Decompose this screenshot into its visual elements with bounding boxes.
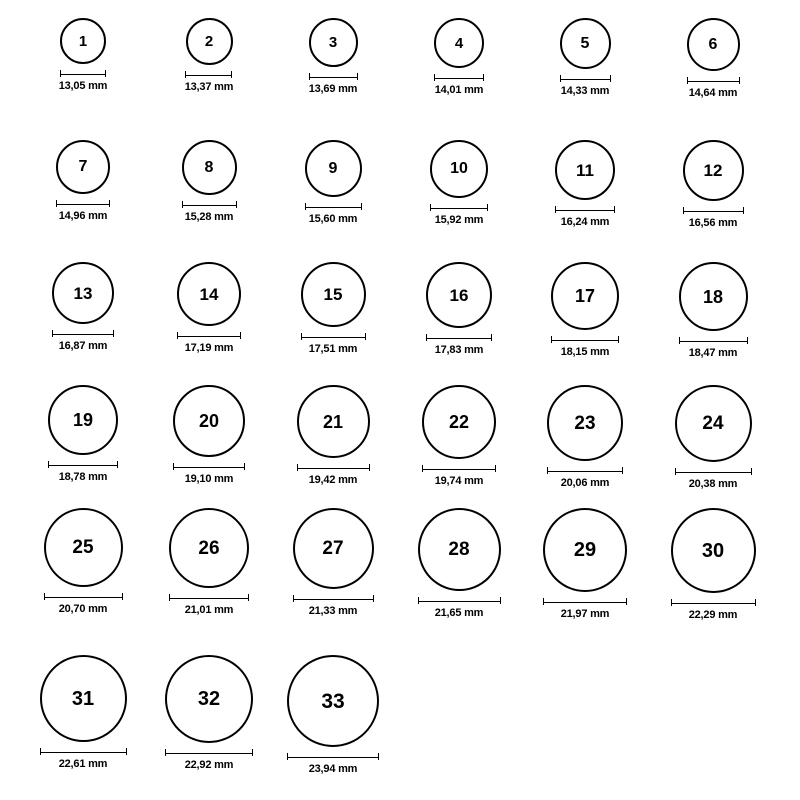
dimension-caliper-icon: [305, 203, 362, 210]
ring-diameter-label: 14,96 mm: [58, 210, 108, 222]
ring-dimension: [297, 464, 370, 486]
ring-dimension: [309, 73, 358, 95]
ring-circle: [418, 508, 501, 591]
ring-circle: [422, 385, 496, 459]
ring-size-item: [149, 385, 269, 485]
ring-dimension: [56, 200, 110, 222]
dimension-caliper-icon: [675, 468, 752, 475]
ring-dimension: [560, 75, 611, 97]
ring-circle: [547, 385, 623, 461]
ring-diameter-label: 19,10 mm: [184, 473, 234, 485]
ring-dimension: [59, 70, 108, 92]
ring-circle: [301, 262, 366, 327]
ring-size-item: [273, 140, 393, 225]
dimension-caliper-icon: [683, 207, 744, 214]
ring-circle: [434, 18, 484, 68]
dimension-caliper-icon: [185, 71, 232, 78]
ring-dimension: [44, 593, 123, 615]
dimension-caliper-icon: [547, 467, 623, 474]
ring-size-item: [273, 385, 393, 486]
dimension-caliper-icon: [287, 753, 379, 760]
ring-diameter-label: 14,33 mm: [560, 85, 610, 97]
ring-size-number: 6: [708, 35, 718, 53]
ring-size-item: [653, 18, 773, 99]
ring-size-number: 18: [702, 286, 724, 307]
dimension-caliper-icon: [48, 461, 118, 468]
ring-diameter-label: 18,78 mm: [58, 471, 108, 483]
ring-size-number: 2: [204, 33, 214, 50]
ring-size-item: [149, 18, 269, 93]
ring-size-number: 26: [198, 537, 220, 559]
ring-circle: [44, 508, 123, 587]
ring-size-number: 24: [702, 413, 724, 434]
ring-size-item: [399, 140, 519, 226]
ring-size-number: 10: [450, 160, 468, 177]
ring-circle: [173, 385, 245, 457]
dimension-caliper-icon: [297, 464, 370, 471]
ring-circle: [683, 140, 744, 201]
ring-size-number: 29: [573, 539, 597, 561]
ring-size-number: 20: [198, 411, 220, 431]
ring-dimension: [177, 332, 241, 354]
ring-diameter-label: 22,29 mm: [688, 609, 738, 621]
dimension-caliper-icon: [40, 748, 127, 755]
dimension-caliper-icon: [52, 330, 114, 337]
dimension-caliper-icon: [293, 595, 374, 602]
dimension-caliper-icon: [309, 73, 358, 80]
ring-size-number: 33: [321, 689, 345, 713]
ring-circle: [40, 655, 127, 742]
ring-size-item: [653, 262, 773, 359]
ring-dimension: [671, 599, 756, 621]
ring-diameter-label: 21,97 mm: [560, 608, 610, 620]
ring-size-item: [23, 18, 143, 92]
ring-size-item: [525, 18, 645, 97]
ring-dimension: [675, 468, 752, 490]
dimension-caliper-icon: [426, 334, 492, 341]
ring-size-number: 4: [454, 34, 464, 52]
ring-dimension: [434, 74, 484, 96]
ring-size-item: [653, 508, 773, 621]
dimension-caliper-icon: [434, 74, 484, 81]
ring-dimension: [52, 330, 114, 352]
ring-dimension: [48, 461, 118, 483]
ring-diameter-label: 15,60 mm: [308, 213, 358, 225]
ring-size-item: [273, 655, 393, 775]
ring-size-number: 23: [574, 412, 596, 434]
ring-circle: [169, 508, 249, 588]
dimension-caliper-icon: [165, 749, 253, 756]
ring-diameter-label: 14,01 mm: [434, 84, 484, 96]
ring-size-item: [273, 18, 393, 95]
ring-size-item: [525, 385, 645, 489]
ring-size-item: [149, 655, 269, 771]
ring-size-item: [23, 385, 143, 483]
ring-size-item: [399, 18, 519, 96]
ring-dimension: [687, 77, 740, 99]
dimension-caliper-icon: [430, 204, 488, 211]
ring-circle: [165, 655, 253, 743]
dimension-caliper-icon: [679, 337, 748, 344]
ring-diameter-label: 22,61 mm: [58, 758, 108, 770]
ring-dimension: [422, 465, 496, 487]
ring-diameter-label: 15,92 mm: [434, 214, 484, 226]
ring-diameter-label: 18,15 mm: [560, 346, 610, 358]
ring-size-item: [399, 508, 519, 619]
ring-size-item: [273, 508, 393, 617]
ring-dimension: [305, 203, 362, 225]
ring-dimension: [301, 333, 366, 355]
ring-size-item: [273, 262, 393, 355]
ring-dimension: [430, 204, 488, 226]
ring-circle: [182, 140, 237, 195]
ring-size-number: 8: [204, 158, 214, 176]
ring-size-number: 1: [78, 32, 88, 50]
ring-dimension: [182, 201, 237, 223]
ring-circle: [560, 18, 611, 69]
ring-dimension: [551, 336, 619, 358]
ring-diameter-label: 15,28 mm: [184, 211, 234, 223]
ring-size-number: 7: [78, 158, 88, 175]
dimension-caliper-icon: [182, 201, 237, 208]
ring-size-number: 15: [323, 285, 343, 304]
dimension-caliper-icon: [543, 598, 627, 605]
ring-dimension: [679, 337, 748, 359]
ring-dimension: [165, 749, 253, 771]
ring-diameter-label: 19,74 mm: [434, 475, 484, 487]
ring-size-item: [653, 140, 773, 229]
ring-size-number: 13: [73, 283, 93, 303]
ring-diameter-label: 21,01 mm: [184, 604, 234, 616]
dimension-caliper-icon: [551, 336, 619, 343]
dimension-caliper-icon: [44, 593, 123, 600]
dimension-caliper-icon: [418, 597, 501, 604]
ring-diameter-label: 20,70 mm: [58, 603, 108, 615]
ring-circle: [543, 508, 627, 592]
ring-size-number: 27: [322, 538, 344, 559]
ring-circle: [555, 140, 615, 200]
ring-dimension: [547, 467, 623, 489]
ring-size-number: 31: [71, 687, 95, 710]
dimension-caliper-icon: [60, 70, 106, 77]
ring-dimension: [293, 595, 374, 617]
ring-diameter-label: 16,56 mm: [688, 217, 738, 229]
ring-size-number: 25: [72, 537, 94, 558]
ring-circle: [60, 18, 106, 64]
ring-diameter-label: 21,65 mm: [434, 607, 484, 619]
ring-size-number: 16: [449, 285, 469, 305]
ring-diameter-label: 23,94 mm: [308, 763, 358, 775]
ring-size-item: [149, 508, 269, 616]
ring-size-number: 9: [328, 159, 338, 177]
ring-diameter-label: 17,51 mm: [308, 343, 358, 355]
ring-diameter-label: 17,19 mm: [184, 342, 234, 354]
ring-circle: [426, 262, 492, 328]
ring-diameter-label: 16,87 mm: [58, 340, 108, 352]
ring-circle: [687, 18, 740, 71]
ring-diameter-label: 13,69 mm: [308, 83, 358, 95]
ring-size-item: [149, 262, 269, 354]
ring-size-item: [653, 385, 773, 490]
ring-diameter-label: 21,33 mm: [308, 605, 358, 617]
dimension-caliper-icon: [177, 332, 241, 339]
ring-size-number: 17: [574, 286, 596, 306]
ring-circle: [297, 385, 370, 458]
ring-circle: [309, 18, 358, 67]
ring-diameter-label: 22,92 mm: [184, 759, 234, 771]
ring-size-number: 11: [576, 160, 594, 180]
ring-diameter-label: 13,37 mm: [184, 81, 234, 93]
dimension-caliper-icon: [173, 463, 245, 470]
ring-size-item: [23, 508, 143, 615]
ring-size-number: 21: [322, 411, 344, 432]
ring-size-item: [23, 655, 143, 770]
ring-circle: [56, 140, 110, 194]
ring-dimension: [185, 71, 234, 93]
ring-dimension: [543, 598, 627, 620]
ring-size-item: [149, 140, 269, 223]
dimension-caliper-icon: [687, 77, 740, 84]
ring-circle: [186, 18, 233, 65]
ring-dimension: [169, 594, 249, 616]
ring-size-number: 28: [448, 539, 470, 560]
ring-size-number: 22: [448, 412, 470, 432]
ring-size-number: 30: [701, 539, 725, 562]
ring-circle: [671, 508, 756, 593]
ring-diameter-label: 20,06 mm: [560, 477, 610, 489]
ring-dimension: [40, 748, 127, 770]
ring-circle: [48, 385, 118, 455]
ring-circle: [551, 262, 619, 330]
ring-size-item: [23, 262, 143, 352]
ring-dimension: [173, 463, 245, 485]
ring-circle: [305, 140, 362, 197]
ring-dimension: [426, 334, 492, 356]
ring-circle: [287, 655, 379, 747]
ring-size-item: [399, 385, 519, 487]
ring-circle: [293, 508, 374, 589]
dimension-caliper-icon: [422, 465, 496, 472]
ring-size-item: [399, 262, 519, 356]
ring-size-number: 12: [703, 161, 723, 180]
ring-size-item: [23, 140, 143, 222]
ring-circle: [675, 385, 752, 462]
ring-diameter-label: 14,64 mm: [688, 87, 738, 99]
ring-dimension: [418, 597, 501, 619]
ring-dimension: [683, 207, 744, 229]
ring-size-number: 32: [197, 688, 221, 710]
ring-circle: [177, 262, 241, 326]
ring-circle: [52, 262, 114, 324]
ring-diameter-label: 18,47 mm: [688, 347, 738, 359]
dimension-caliper-icon: [671, 599, 756, 606]
ring-size-number: 14: [199, 284, 219, 304]
ring-size-number: 19: [72, 410, 94, 430]
ring-size-item: [525, 508, 645, 620]
ring-diameter-label: 16,24 mm: [560, 216, 610, 228]
ring-size-item: [525, 262, 645, 358]
ring-circle: [430, 140, 488, 198]
ring-diameter-label: 17,83 mm: [434, 344, 484, 356]
ring-diameter-label: 20,38 mm: [688, 478, 738, 490]
ring-dimension: [555, 206, 615, 228]
dimension-caliper-icon: [555, 206, 615, 213]
dimension-caliper-icon: [169, 594, 249, 601]
ring-circle: [679, 262, 748, 331]
ring-size-number: 3: [328, 34, 338, 51]
dimension-caliper-icon: [301, 333, 366, 340]
dimension-caliper-icon: [56, 200, 110, 207]
ring-diameter-label: 19,42 mm: [308, 474, 358, 486]
dimension-caliper-icon: [560, 75, 611, 82]
ring-size-number: 5: [580, 34, 590, 52]
ring-diameter-label: 13,05 mm: [58, 80, 108, 92]
ring-dimension: [287, 753, 379, 775]
ring-size-item: [525, 140, 645, 228]
